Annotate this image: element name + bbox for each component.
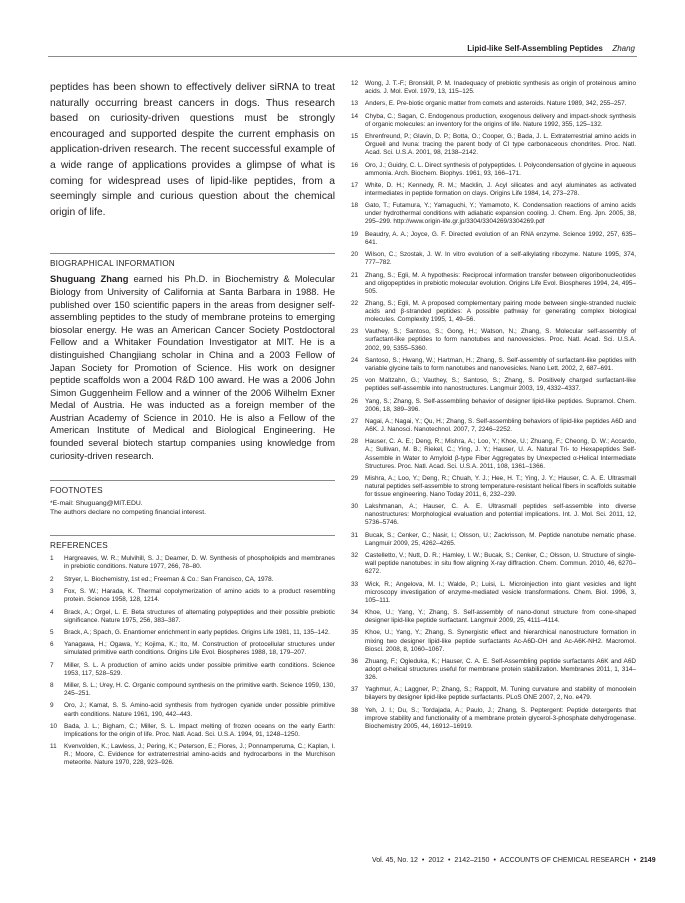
reference-item xyxy=(351,418,636,434)
reference-item xyxy=(50,641,335,657)
reference-text: Oro, J.; Guidry, C. L. Direct synthesis of polypeptides. I. Polycondensation of glycine in aqueous ammonia. Arch. Biochem. Biophys. 1961, 93, 166–171. xyxy=(365,161,636,177)
footnotes-rule xyxy=(50,480,335,481)
reference-item xyxy=(50,662,335,678)
reference-text: Zhuang, F.; Ogleduka, K.; Hauser, C. A. E. Self-Assembling peptide surfactants A6K and A6D adopt α-helical structures useful for membrane protein stabilization. Membranes 2011, 1, 314–326. xyxy=(365,657,636,681)
reference-number: 5 xyxy=(50,628,54,636)
reference-text: Yaghmur, A.; Laggner, P.; Zhang, S.; Rappolt, M. Tuning curvature and stability of monoolein bilayers by designer lipid-like peptide surfactants. PLoS ONE 2007, 2, No. e479. xyxy=(365,686,636,702)
reference-number: 17 xyxy=(351,181,359,189)
bio-rule xyxy=(50,253,335,254)
reference-item xyxy=(351,377,636,393)
reference-number: 8 xyxy=(50,682,54,690)
reference-item xyxy=(351,133,636,157)
reference-text: Santoso, S.; Hwang, W.; Hartman, H.; Zhang, S. Self-assembly of surfactant-like peptides with variable glycine tails to form nanotubes and nanovesicles. Nano Lett. 2002, 2, 687–691. xyxy=(365,356,636,372)
reference-text: Beaudry, A. A.; Joyce, G. F. Directed evolution of an RNA enzyme. Science 1992, 257, 635–641. xyxy=(365,230,636,246)
reference-number: 9 xyxy=(50,702,54,710)
reference-number: 38 xyxy=(351,706,359,714)
bio-heading: BIOGRAPHICAL INFORMATION xyxy=(50,259,175,269)
reference-number: 20 xyxy=(351,251,359,259)
running-author: Zhang xyxy=(612,44,635,53)
reference-text: Ehrenfreund, P.; Glavin, D. P.; Botta, O.; Cooper, G.; Bada, J. L. Extraterrestrial amino acids in Orgueil and Ivuna: tracing the parent body of CI type carbonaceous chondrites. Proc. Natl. Acad. Sci. U.S.A. 2001, 98, 2138–2142. xyxy=(365,133,636,157)
reference-text: Stryer, L. Biochemistry, 1st ed.; Freeman & Co.: San Francisco, CA, 1978. xyxy=(64,575,274,583)
reference-number: 32 xyxy=(351,552,359,560)
reference-item xyxy=(351,609,636,625)
reference-text: Nagai, A.; Nagai, Y.; Qu, H.; Zhang, S. Self-assembling behaviors of lipid-like peptides A6D and A6K. J. Nanosci. Nanotechnol. 2007, 7, 2246–2252. xyxy=(365,418,636,434)
reference-number: 25 xyxy=(351,377,359,385)
footnote-email: *E-mail: Shuguang@MIT.EDU. xyxy=(50,500,143,508)
reference-text: Lakshmanan, A.; Hauser, C. A. E. Ultrasmall peptides self-assemble into diverse nanostructures: Morphological evaluation and potential implications. Int. J. Mol. Sci. 2011, 12, 5736–5746. xyxy=(365,503,636,527)
reference-number: 26 xyxy=(351,397,359,405)
reference-number: 34 xyxy=(351,609,359,617)
bio-paragraph xyxy=(50,273,335,462)
reference-number: 37 xyxy=(351,686,359,694)
reference-text: Fox, S. W.; Harada, K. Thermal copolymerization of amino acids to a product resembling protein. Science 1958, 128, 1214. xyxy=(64,588,335,604)
reference-item xyxy=(50,723,335,739)
reference-item xyxy=(351,398,636,414)
reference-item xyxy=(50,588,335,604)
references-list-left xyxy=(50,555,335,767)
reference-text: Brack, A.; Spach, G. Enantiomer enrichment in early peptides. Origins Life 1981, 11, 135–142. xyxy=(64,628,330,636)
reference-item xyxy=(351,182,636,198)
reference-number: 36 xyxy=(351,657,359,665)
reference-number: 2 xyxy=(50,575,54,583)
reference-number: 33 xyxy=(351,580,359,588)
footnote-interest: The authors declare no competing financial interest. xyxy=(50,508,207,516)
footer-year: 2012 xyxy=(428,857,444,864)
reference-text: Hargreaves, W. R.; Mulvihill, S. J.; Deamer, D. W. Synthesis of phospholipids and membranes in prebiotic conditions. Nature 1977, 266, 78–80. xyxy=(64,555,335,571)
reference-text: Yanagawa, H.; Ogawa, Y.; Kojima, K.; Ito, M. Construction of protocellular structures under simulated primitive earth conditions. Origins Life Evol. Biospheres 1988, 18, 179–207. xyxy=(64,641,335,657)
reference-item xyxy=(351,658,636,682)
reference-item xyxy=(50,682,335,698)
reference-text: Miller, S. L.; Urey, H. C. Organic compound synthesis on the primitive earth. Science 1959, 130, 245–251. xyxy=(64,682,335,698)
references-heading: REFERENCES xyxy=(50,541,108,551)
reference-number: 10 xyxy=(50,722,58,730)
reference-number: 12 xyxy=(351,80,359,87)
reference-number: 27 xyxy=(351,418,359,426)
footnotes-heading: FOOTNOTES xyxy=(50,486,103,496)
reference-number: 7 xyxy=(50,661,54,669)
reference-item xyxy=(351,162,636,178)
reference-text: Vauthey, S.; Santoso, S.; Gong, H.; Watson, N.; Zhang, S. Molecular self-assembly of surfactant-like peptides to form nanotubes and nanovesicles. Proc. Natl. Acad. Sci. U.S.A. 2002, 99, 5355–5360. xyxy=(365,328,636,352)
reference-text: von Maltzahn, G.; Vauthey, S.; Santoso, S.; Zhang, S. Positively charged surfactant-like peptides self-assemble into nanostructures. Langmuir 2003, 19, 4332–4337. xyxy=(365,377,636,393)
reference-text: Hauser, C. A. E.; Deng, R.; Mishra, A.; Loo, Y.; Khoe, U.; Zhuang, F.; Cheong, D. W.; Accardo, A.; Sullivan, M. B.; Riekel, C.; Ying, J. Y.; Hauser, U. A. Natural Tri- to Hexapeptides Self-Assemble in Water to Amyloid β-type Fiber Aggregates by Unexpected α-Helical Intermediate Structures. Proc. Natl. Acad. Sci. U.S.A. 2011, 108, 1361–1366. xyxy=(365,438,636,470)
reference-text: Kvenvolden, K.; Lawless, J.; Pering, K.; Peterson, E.; Flores, J.; Ponnamperuma, C.; Kaplan, I. R.; Moore, C. Evidence for extraterrestrial amino-acids and hydrocarbons in the Murchison meteorite. Nature 1970, 228, 923–926. xyxy=(64,743,335,767)
reference-number: 6 xyxy=(50,641,54,649)
intro-paragraph: peptides has been shown to effectively deliver siRNA to treat naturally occurring breast cancers in dogs. Thus research based on curiosity-driven questions must be strongly encouraged and supported despite the current emphasis on application-driven research. The recent successful example of a wide range of applications provides a glimpse of what is coming for widespread uses of lipid-like peptides, from a seemingly simple and curious question about the chemical origin of life. xyxy=(50,82,335,218)
reference-item xyxy=(50,702,335,718)
reference-item xyxy=(351,272,636,296)
reference-item xyxy=(351,231,636,247)
footer-page-number: 2149 xyxy=(640,857,656,864)
reference-item xyxy=(351,80,636,96)
reference-number: 23 xyxy=(351,328,359,336)
reference-text: Zhang, S.; Egli, M. A proposed complementary pairing mode between single-stranded nucleic acids and β-stranded peptides: A possible pathway for generating complex biological molecules. Complexity 1995, 1, 49–56. xyxy=(365,300,636,324)
reference-number: 30 xyxy=(351,503,359,511)
reference-item xyxy=(50,743,335,767)
reference-item xyxy=(351,475,636,499)
bio-text: earned his Ph.D. in Biochemistry & Molecular Biology from University of California at Santa Barbara in 1988. He published over 150 scientific papers in the areas from designer self-assembling peptides to the study of membrane proteins to emerging biosolar energy. He was an American Cancer Society Postdoctoral Fellow and a Whitaker Foundation Investigator at MIT. He is a distinguished Changjiang scholar in China and a 2003 Fellow of Japan Society for Promotion of Science. His work on designer peptide scaffolds won a 2004 R&D 100 award. He was a 2006 John Simon Guggenheim Fellow and a winner of the 2006 Wilhelm Exner Medal of Austria. He was inducted as a foreign member of the Austrian Academy of Science in 2010. He is also a Fellow of the American Institute of Medical and Biological Engineering. He founded several biotech startup companies using knowledge from curiosity-driven research. xyxy=(50,274,335,461)
reference-item xyxy=(351,100,636,108)
reference-number: 29 xyxy=(351,474,359,482)
reference-item xyxy=(351,503,636,527)
left-column xyxy=(50,80,335,772)
reference-number: 15 xyxy=(351,133,359,141)
reference-text: Wong, J. T.-F.; Bronskill, P. M. Inadequacy of prebiotic synthesis as origin of proteinous amino acids. J. Mol. Evol. 1979, 13, 115–125. xyxy=(365,80,636,96)
reference-item xyxy=(351,251,636,267)
reference-text: Chyba, C.; Sagan, C. Endogenous production, exogenous delivery and impact-shock synthesis of organic molecules: an inventory for the origins of life. Nature 1992, 355, 125–132. xyxy=(365,112,636,128)
reference-item xyxy=(351,532,636,548)
reference-item xyxy=(351,686,636,702)
reference-number: 19 xyxy=(351,230,359,238)
reference-number: 11 xyxy=(50,743,57,751)
reference-item xyxy=(50,609,335,625)
reference-text: Yang, S.; Zhang, S. Self-assembling behavior of designer lipid-like peptides. Supramol. Chem. 2006, 18, 389–396. xyxy=(365,397,636,413)
reference-item xyxy=(351,202,636,226)
reference-item xyxy=(351,707,636,731)
reference-text: Wick, R.; Angelova, M. I.; Walde, P.; Luisi, L. Microinjection into giant vesicles and light microscopy investigation of enzyme-mediated vesicle transformations. Chem. Biol. 1996, 3, 105–111. xyxy=(365,580,636,604)
reference-item xyxy=(351,581,636,605)
reference-number: 13 xyxy=(351,100,359,108)
reference-text: Oro, J.; Kamat, S. S. Amino-acid synthesis from hydrogen cyanide under possible primitive earth conditions. Nature 1961, 190, 442–443. xyxy=(64,702,335,718)
reference-number: 35 xyxy=(351,629,359,637)
reference-number: 28 xyxy=(351,438,359,446)
reference-text: Mishra, A.; Loo, Y.; Deng, R.; Chuah, Y. J.; Hee, H. T.; Ying, J. Y.; Hauser, C. A. E. Ultrasmall natural peptides self-assemble to strong temperature-resistant helical fibers in scaffolds suitable for tissue engineering. Nano Today 2011, 6, 232–239. xyxy=(365,474,636,499)
references-list-right xyxy=(351,80,636,731)
reference-item xyxy=(50,555,335,571)
reference-number: 14 xyxy=(351,112,359,120)
running-header xyxy=(467,44,635,53)
running-title: Lipid-like Self-Assembling Peptides xyxy=(467,44,603,53)
reference-text: Wilson, C.; Szostak, J. W. In vitro evolution of a self-alkylating ribozyme. Nature 1995, 374, 777–782. xyxy=(365,251,636,267)
reference-number: 22 xyxy=(351,300,359,307)
reference-item xyxy=(351,300,636,324)
reference-text: Bada, J. L.; Bigham, C.; Miller, S. L. Impact melting of frozen oceans on the early Earth: Implications for the origin of life. Proc. Natl. Acad. Sci. U.S.A. 1994, 91, 1248–1250. xyxy=(64,722,335,738)
reference-number: 18 xyxy=(351,202,359,210)
right-column xyxy=(351,80,636,735)
reference-number: 16 xyxy=(351,161,359,169)
reference-item xyxy=(351,328,636,352)
references-rule xyxy=(50,535,335,536)
page-footer: Vol. 45, No. 12 • 2012 • 2142–2150 • ACCOUNTS OF CHEMICAL RESEARCH • 2149 xyxy=(372,857,656,864)
reference-number: 4 xyxy=(50,608,54,616)
reference-text: Bucak, S.; Cenker, C.; Nasir, I.; Olsson, U.; Zackrisson, M. Peptide nanotube nematic phase. Langmuir 2009, 25, 4262–4265. xyxy=(365,531,636,547)
reference-item xyxy=(50,576,335,584)
reference-item xyxy=(351,438,636,470)
footer-volume: Vol. 45, No. 12 xyxy=(372,857,418,864)
reference-number: 31 xyxy=(351,531,359,539)
reference-text: Anders, E. Pre-biotic organic matter from comets and asteroids. Nature 1989, 342, 255–257. xyxy=(365,100,627,108)
reference-text: Khoe, U.; Yang, Y.; Zhang, S. Self-assembly of nano-donut structure from cone-shaped designer lipid-like peptide surfactant. Langmuir 2009, 25, 4111–4114. xyxy=(365,609,636,625)
footer-journal: ACCOUNTS OF CHEMICAL RESEARCH xyxy=(499,857,630,864)
reference-text: Gato, T.; Futamura, Y.; Yamaguchi, Y.; Yamamoto, K. Condensation reactions of amino acids under hydrothermal conditions with adiabatic expansion cooling. J. Chem. Eng. Jpn. 2005, 38, 295–299. http://www.origin-life.gr.jp/3304/3304269/3304269.pdf xyxy=(365,202,636,226)
bio-name: Shuguang Zhang xyxy=(50,274,129,285)
reference-number: 24 xyxy=(351,356,359,364)
reference-text: Khoe, U.; Yang, Y.; Zhang, S. Synergistic effect and hierarchical nanostructure formation in mixing two designer lipid-like peptide surfactants Ac-A6D-OH and Ac-A6K-NH2. Macromol. Biosci. 2008, 8, 1060–1067. xyxy=(365,629,636,653)
reference-number: 1 xyxy=(50,555,54,563)
reference-text: Brack, A.; Orgel, L. E. Beta structures of alternating polypeptides and their possible prebiotic significance. Nature 1975, 256, 383–387. xyxy=(64,608,335,624)
footer-pages: 2142–2150 xyxy=(454,857,490,864)
reference-item xyxy=(351,552,636,576)
reference-number: 3 xyxy=(50,588,54,596)
reference-item xyxy=(351,113,636,129)
reference-number: 21 xyxy=(351,271,359,279)
reference-text: Zhang, S.; Egli, M. A hypothesis: Reciprocal information transfer between oligoribonucleotides and oligopeptides in prebiotic molecular evolution. Origins Life Evol. Biospheres 1994, 24, 495–505. xyxy=(365,271,636,295)
reference-text: Castelletto, V.; Nutt, D. R.; Hamley, I. W.; Bucak, S.; Cenker, C.; Olsson, U. Structure of single-wall peptide nanotubes: in situ flow aligning X-ray diffraction. Chem. Commun. 2010, 46, 6270–6272. xyxy=(365,552,636,576)
reference-text: White, D. H.; Kennedy, R. M.; Macklin, J. Acyl silicates and acyl aluminates as activated intermediates in peptide formation on clays. Origins Life 1984, 14, 273–278. xyxy=(365,181,636,197)
reference-item xyxy=(351,357,636,373)
reference-text: Yeh, J. I.; Du, S.; Tordajada, A.; Paulo, J.; Zhang, S. Peptergent: Peptide detergents that improve stability and functionality of a membrane protein glycerol-3-phosphate dehydrogenase. Biochemistry 2005, 44, 16912–16919. xyxy=(365,706,636,730)
reference-text: Miller, S. L. A production of amino acids under possible primitive earth conditions. Science 1953, 117, 528–529. xyxy=(64,661,335,677)
header-rule xyxy=(48,56,637,57)
reference-item xyxy=(50,629,335,637)
reference-item xyxy=(351,629,636,653)
